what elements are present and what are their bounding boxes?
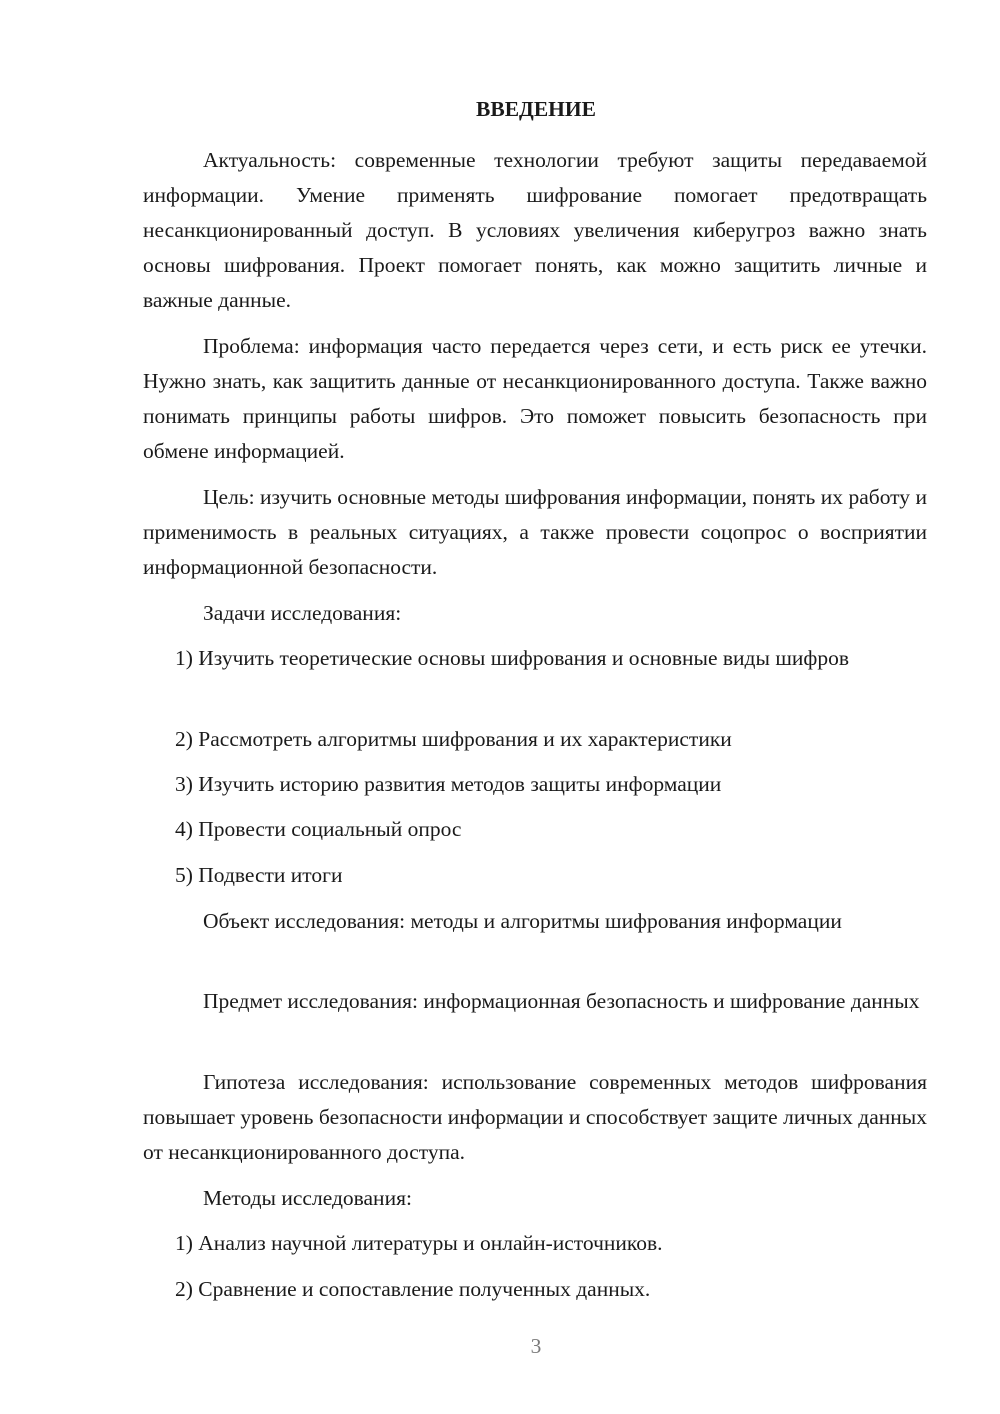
paragraph-object: Объект исследования: методы и алгоритмы шифрования информации — [203, 909, 842, 933]
task-item: 3) Изучить историю развития методов защиты информации — [175, 772, 722, 796]
tasks-heading: Задачи исследования: — [203, 601, 402, 625]
task-item: 2) Рассмотреть алгоритмы шифрования и их характеристики — [175, 727, 732, 751]
paragraph-relevance: Актуальность: современные технологии требуют защиты передаваемой информации. Умение применять шифрование помогает предотвращать несанкционированный доступ. В условиях увеличения киберугроз важно знать основы шифрования. Проект помогает понять, как можно защитить личные и важные данные. — [143, 148, 927, 312]
methods-heading: Методы исследования: — [203, 1186, 412, 1210]
task-item: 5) Подвести итоги — [175, 863, 343, 887]
method-item: 2) Сравнение и сопоставление полученных данных. — [175, 1277, 651, 1301]
method-item: 1) Анализ научной литературы и онлайн-источников. — [175, 1231, 663, 1255]
section-title: ВВЕДЕНИЕ — [476, 97, 596, 121]
task-item: 1) Изучить теоретические основы шифрования и основные виды шифров — [175, 646, 849, 670]
task-item: 4) Провести социальный опрос — [175, 817, 462, 841]
paragraph-problem: Проблема: информация часто передается через сети, и есть риск ее утечки. Нужно знать, как защитить данные от несанкционированного доступа. Также важно понимать принципы работы шифров. Это поможет повысить безопасность при обмене информацией. — [143, 334, 927, 463]
paragraph-hypothesis: Гипотеза исследования: использование современных методов шифрования повышает уровень безопасности информации и способствует защите личных данных от несанкционированного доступа. — [143, 1070, 927, 1164]
page-number: 3 — [530, 1334, 542, 1358]
paragraph-subject: Предмет исследования: информационная безопасность и шифрование данных — [203, 989, 920, 1013]
paragraph-goal: Цель: изучить основные методы шифрования информации, понять их работу и применимость в реальных ситуациях, а также провести соцопрос о восприятии информационной безопасности. — [143, 485, 927, 579]
